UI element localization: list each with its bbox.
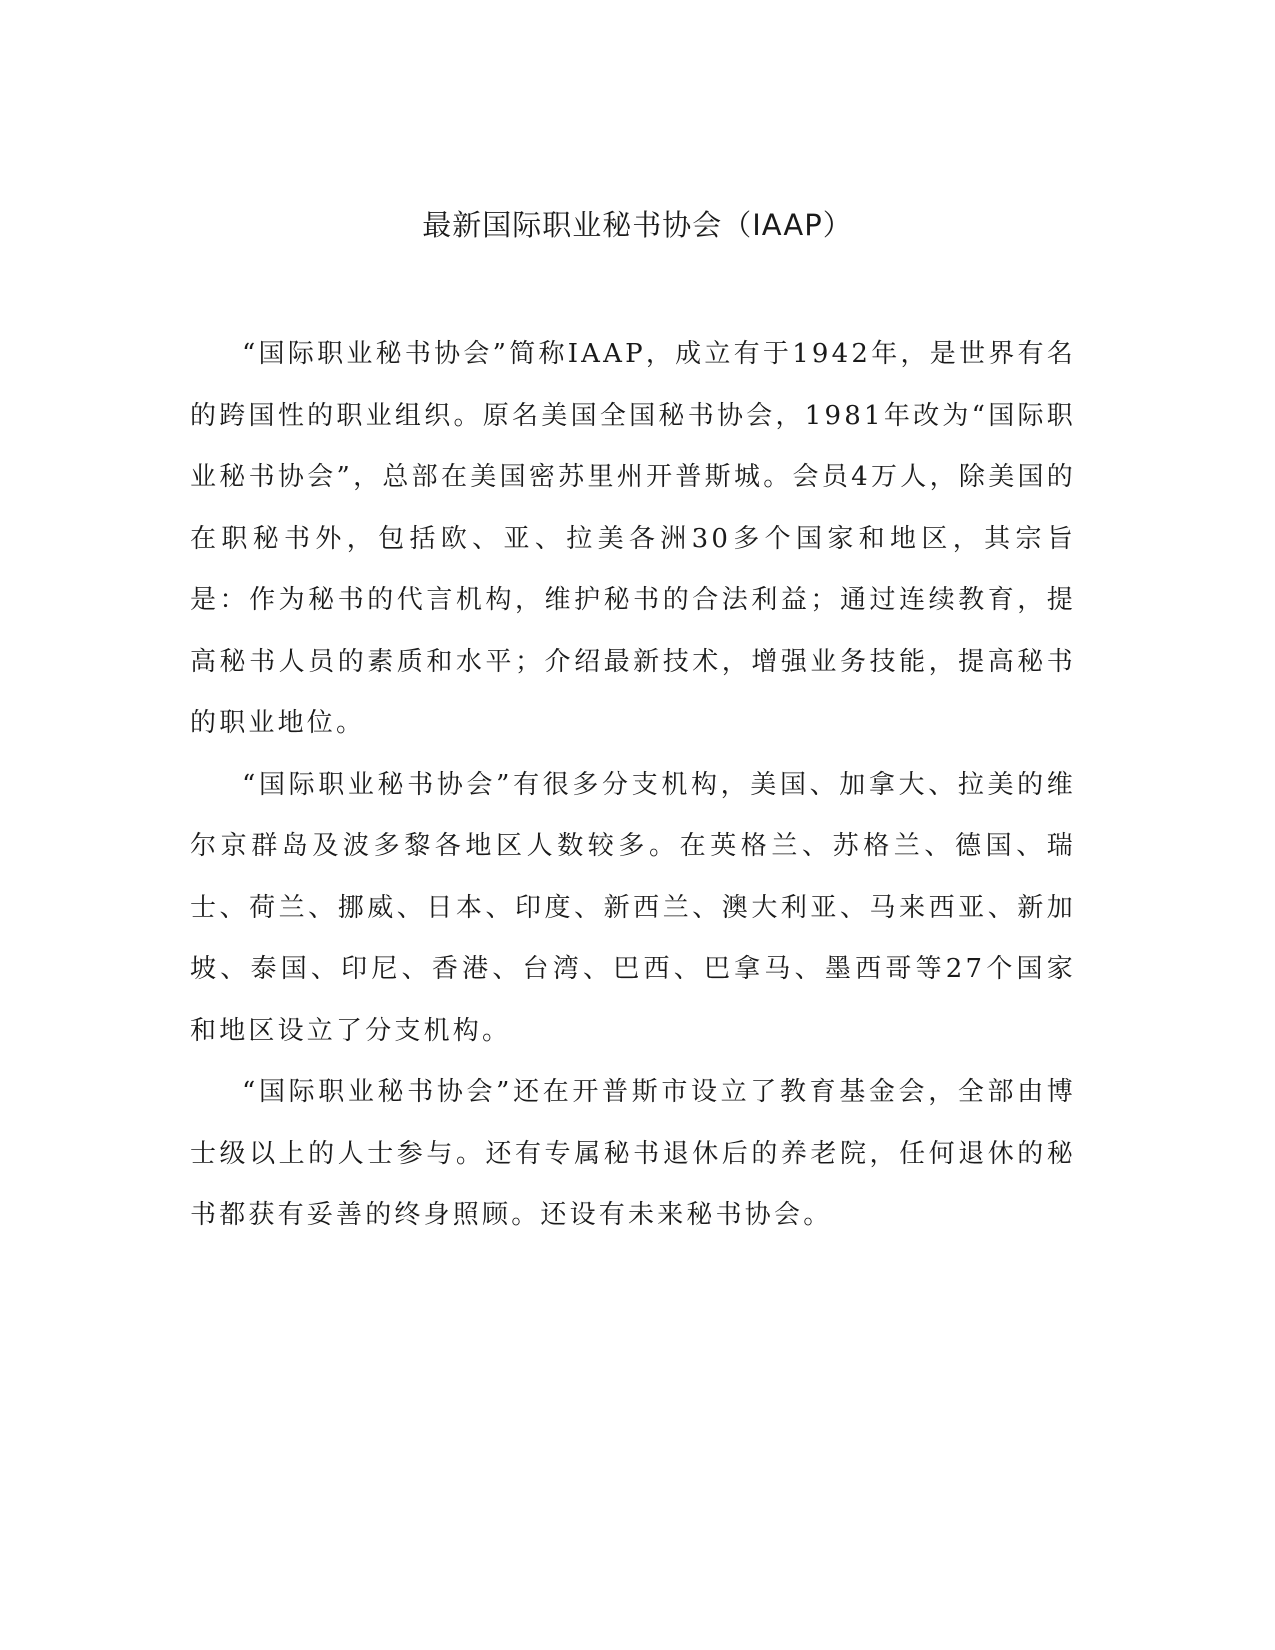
document-title: 最新国际职业秘书协会（IAAP）	[422, 208, 853, 242]
paragraph-2: “国际职业秘书协会”有很多分支机构，美国、加拿大、拉美的维尔京群岛及波多黎各地区人数较多。在英格兰、苏格兰、德国、瑞士、荷兰、挪威、日本、印度、新西兰、澳大利亚、马来西亚、新加坡、泰国、印尼、香港、台湾、巴西、巴拿马、墨西哥等27个国家和地区设立了分支机构。	[190, 769, 1076, 1046]
document-body	[190, 324, 1076, 1247]
paragraph-1: “国际职业秘书协会”简称IAAP，成立有于1942年，是世界有名的跨国性的职业组织。原名美国全国秘书协会，1981年改为“国际职业秘书协会”，总部在美国密苏里州开普斯城。会员4万人，除美国的在职秘书外，包括欧、亚、拉美各洲30多个国家和地区，其宗旨是：作为秘书的代言机构，维护秘书的合法利益；通过连续教育，提高秘书人员的素质和水平；介绍最新技术，增强业务技能，提高秘书的职业地位。	[190, 339, 1076, 738]
paragraph-3: “国际职业秘书协会”还在开普斯市设立了教育基金会，全部由博士级以上的人士参与。还有专属秘书退休后的养老院，任何退休的秘书都获有妥善的终身照顾。还设有未来秘书协会。	[190, 1077, 1076, 1230]
